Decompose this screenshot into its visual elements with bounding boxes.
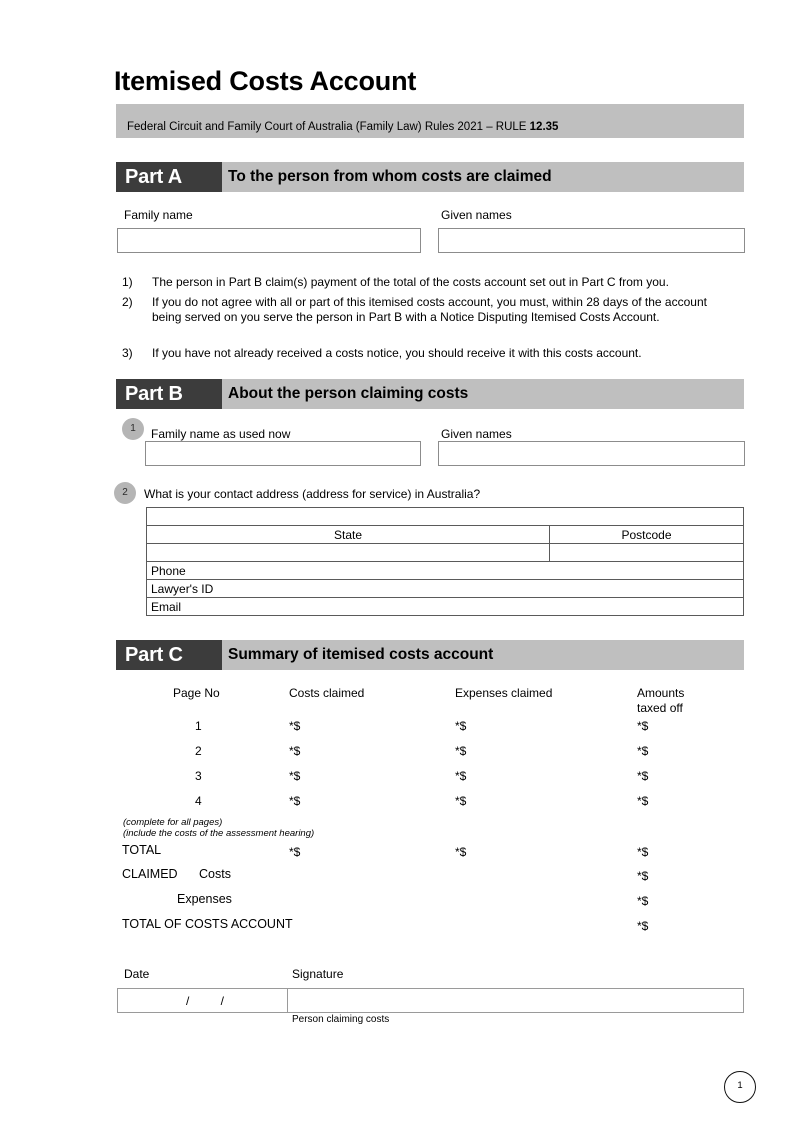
state-input[interactable]: [147, 544, 550, 562]
signature-input[interactable]: [288, 989, 744, 1013]
lawyer-id-field[interactable]: Lawyer's ID: [147, 580, 744, 598]
email-field[interactable]: Email: [147, 598, 744, 616]
part-a-item-3-text: If you have not already received a costs notice, you should receive it with this costs account.: [152, 346, 642, 360]
column-header-amounts-taxed-off-line2: taxed off: [637, 701, 683, 715]
part-a-item-1: [122, 275, 737, 290]
part-a-item-1-text: The person in Part B claim(s) payment of the total of the costs account set out in Part C from you.: [152, 275, 669, 289]
part-b-tag: Part B: [116, 379, 222, 409]
part-c-tag: Part C: [116, 640, 222, 670]
table-row-phone: [147, 562, 744, 580]
part-b-given-names-label: Given names: [441, 427, 512, 441]
table-row-signature: [118, 989, 744, 1013]
signature-table: [117, 988, 744, 1013]
claimed-expenses-amount[interactable]: *$: [637, 894, 649, 908]
part-c-header: [116, 640, 744, 670]
part-a-given-names-label: Given names: [441, 208, 512, 222]
claimed-label: CLAIMED: [122, 867, 178, 881]
row-2-page-no: 2: [195, 744, 202, 758]
row-3-taxed-off[interactable]: *$: [637, 769, 649, 783]
row-3-costs[interactable]: *$: [289, 769, 301, 783]
table-row-lawyer-id: [147, 580, 744, 598]
row-4-expenses[interactable]: *$: [455, 794, 467, 808]
part-a-item-1-number: 1): [122, 275, 133, 289]
part-a-given-names-input[interactable]: [438, 228, 745, 253]
row-4-costs[interactable]: *$: [289, 794, 301, 808]
part-a-title: To the person from whom costs are claimed: [228, 168, 552, 185]
table-row-state-postcode-header: [147, 526, 744, 544]
claimed-costs-amount[interactable]: *$: [637, 869, 649, 883]
row-3-expenses[interactable]: *$: [455, 769, 467, 783]
part-b-question-2-marker: 2: [114, 482, 136, 504]
state-label: State: [147, 526, 550, 544]
page-number-badge: 1: [724, 1071, 756, 1103]
claimed-expenses-label: Expenses: [177, 892, 232, 906]
table-row-state-postcode-values: [147, 544, 744, 562]
part-b-family-name-label: Family name as used now: [151, 427, 291, 441]
row-1-page-no: 1: [195, 719, 202, 733]
part-a-header: [116, 162, 744, 192]
row-1-taxed-off[interactable]: *$: [637, 719, 649, 733]
total-row-taxed-off[interactable]: *$: [637, 845, 649, 859]
page-title: Itemised Costs Account: [114, 66, 417, 96]
date-label: Date: [124, 967, 150, 981]
address-line-input[interactable]: [147, 508, 744, 526]
part-b-title: About the person claiming costs: [228, 385, 469, 402]
row-2-costs[interactable]: *$: [289, 744, 301, 758]
table-row-email: [147, 598, 744, 616]
part-b-question-1-marker: 1: [122, 418, 144, 440]
grand-total-label: TOTAL OF COSTS ACCOUNT: [122, 917, 293, 931]
part-b-address-question: What is your contact address (address for service) in Australia?: [144, 487, 481, 501]
total-row-costs[interactable]: *$: [289, 845, 301, 859]
part-a-item-2: [122, 295, 737, 324]
part-c-title: Summary of itemised costs account: [228, 646, 494, 663]
rule-reference-text: [127, 121, 558, 133]
contact-address-table: [146, 507, 744, 616]
note-include-assessment-hearing: (include the costs of the assessment hearing): [123, 828, 315, 839]
grand-total-amount[interactable]: *$: [637, 919, 649, 933]
part-a-item-3-number: 3): [122, 346, 133, 360]
part-b-header: [116, 379, 744, 409]
claimed-costs-label: Costs: [199, 867, 231, 881]
part-b-family-name-input[interactable]: [145, 441, 421, 466]
part-a-item-2-text: If you do not agree with all or part of this itemised costs account, you must, within 28 days of the account being served on you serve the person in Part B with a Notice Disputing Itemised Costs Account.: [152, 295, 707, 324]
part-b-given-names-input[interactable]: [438, 441, 745, 466]
postcode-label: Postcode: [550, 526, 744, 544]
column-header-page-no: Page No: [173, 686, 220, 700]
part-a-item-2-number: 2): [122, 295, 133, 309]
total-row-label: TOTAL: [122, 843, 162, 857]
signature-caption: Person claiming costs: [292, 1014, 390, 1025]
row-1-costs[interactable]: *$: [289, 719, 301, 733]
postcode-input[interactable]: [550, 544, 744, 562]
rule-reference-band: [116, 104, 744, 138]
row-4-page-no: 4: [195, 794, 202, 808]
phone-field[interactable]: Phone: [147, 562, 744, 580]
row-1-expenses[interactable]: *$: [455, 719, 467, 733]
total-row-expenses[interactable]: *$: [455, 845, 467, 859]
part-a-item-3: [122, 346, 737, 361]
row-3-page-no: 3: [195, 769, 202, 783]
part-a-family-name-input[interactable]: [117, 228, 421, 253]
part-a-family-name-label: Family name: [124, 208, 193, 222]
rule-reference-number: 12.35: [529, 121, 559, 133]
column-header-expenses-claimed: Expenses claimed: [455, 686, 553, 700]
row-2-taxed-off[interactable]: *$: [637, 744, 649, 758]
table-row-address-line: [147, 508, 744, 526]
note-complete-all-pages: (complete for all pages): [123, 817, 223, 828]
date-input[interactable]: / /: [118, 989, 288, 1013]
rule-reference-prefix: Federal Circuit and Family Court of Australia (Family Law) Rules 2021 – RULE: [127, 121, 530, 133]
signature-label: Signature: [292, 967, 344, 981]
column-header-costs-claimed: Costs claimed: [289, 686, 365, 700]
row-2-expenses[interactable]: *$: [455, 744, 467, 758]
column-header-amounts-taxed-off-line1: Amounts: [637, 686, 685, 700]
part-a-tag: Part A: [116, 162, 222, 192]
row-4-taxed-off[interactable]: *$: [637, 794, 649, 808]
